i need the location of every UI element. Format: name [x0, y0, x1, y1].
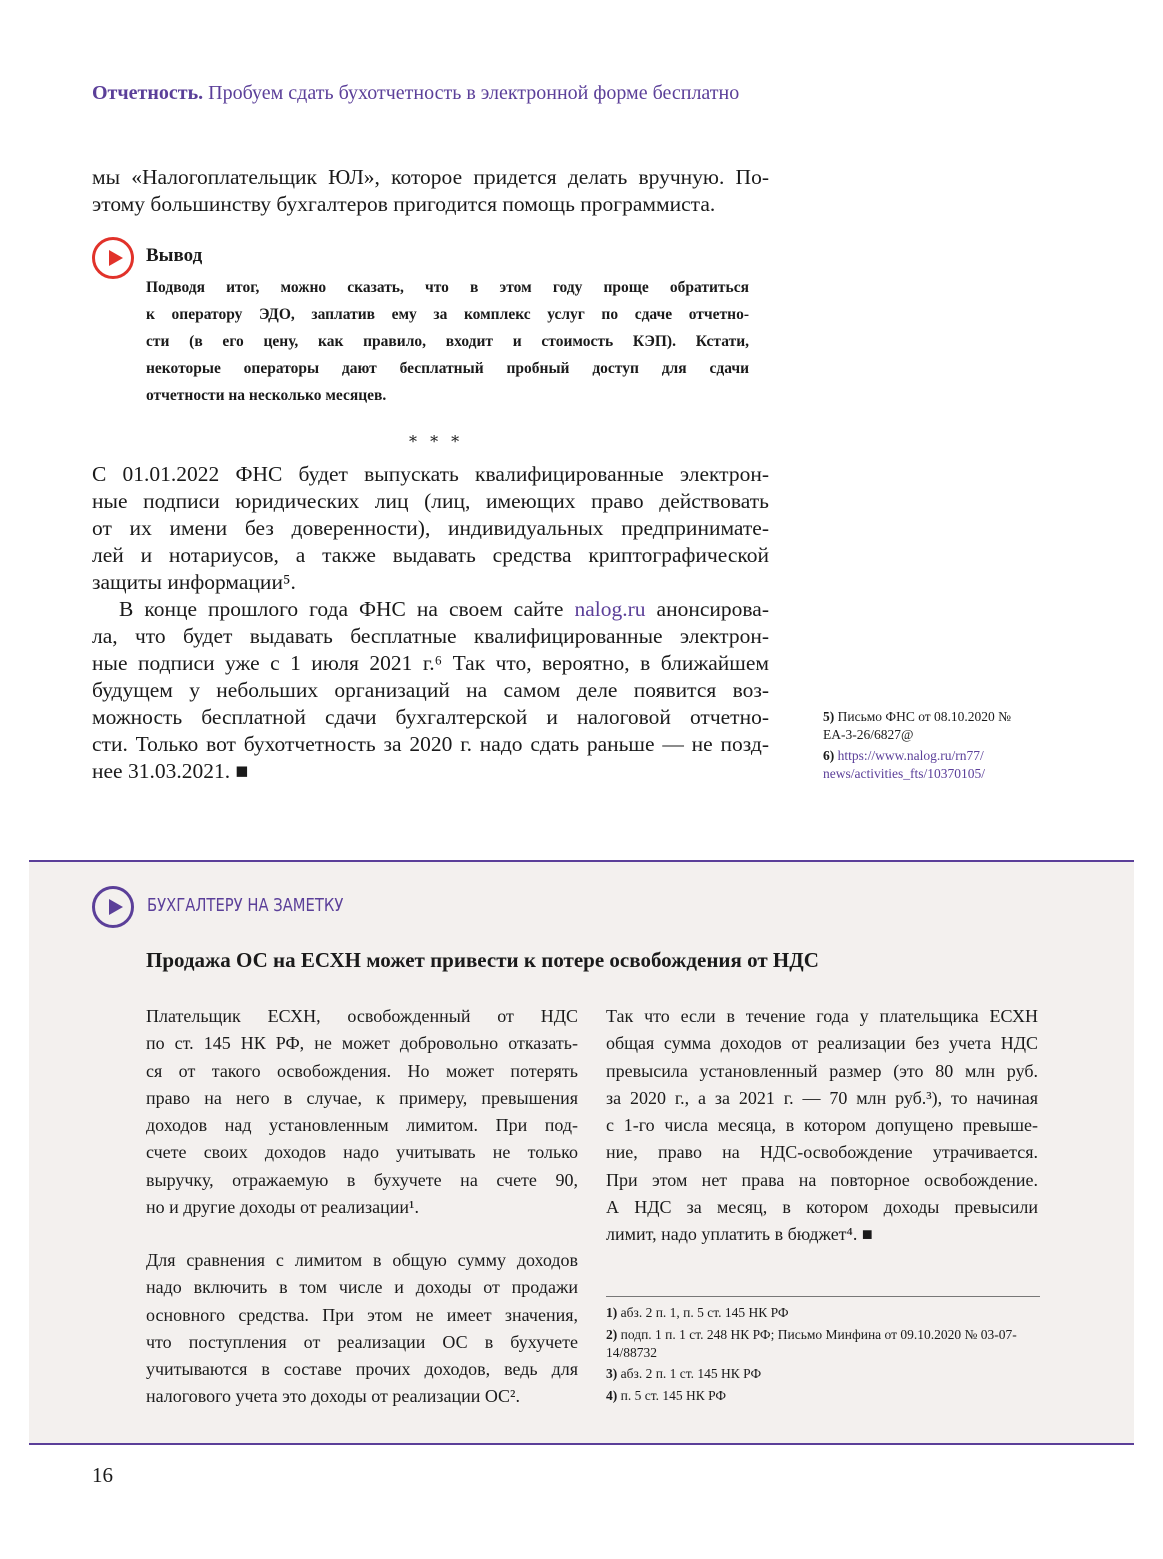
footnote-divider: [606, 1296, 1040, 1297]
text-line: Подводя итог, можно сказать, что в этом году проще обратиться: [146, 279, 749, 296]
conclusion-title: Вывод: [146, 245, 203, 266]
footnote-text: п. 5 ст. 145 НК РФ: [620, 1387, 727, 1403]
note-left-paragraph-1: [146, 1003, 578, 1221]
text-line: защиты информации⁵.: [92, 570, 296, 594]
note-heading: Продажа ОС на ЕСХН может привести к потере освобождения от НДС: [146, 948, 819, 972]
note-right-paragraph: [606, 1003, 1038, 1249]
nalog-link[interactable]: nalog.ru: [574, 597, 646, 621]
text-line: этому большинству бухгалтеров пригодится помощь программиста.: [92, 192, 716, 216]
footnote-text: абз. 2 п. 1 ст. 145 НК РФ: [620, 1366, 762, 1381]
header-section: Отчетность.: [92, 82, 204, 104]
text-line: за 2020 г., а за 2021 г. — 70 млн руб.³), то начиная: [606, 1087, 1038, 1108]
sidenotes: [823, 708, 1043, 786]
text-line: но и другие доходы от реализации¹.: [146, 1197, 419, 1218]
text-line: А НДС за месяц, в котором доходы превысили: [606, 1197, 1038, 1218]
text-line: лей и нотариусов, а также выдавать средства криптографической: [92, 543, 769, 567]
text: В конце прошлого года ФНС на своем сайте: [119, 597, 575, 621]
text-line: от их имени без доверенности), индивидуальных предпринимате-: [92, 516, 769, 540]
footnote-2: [606, 1326, 1026, 1362]
sidenote-5: [823, 708, 1043, 744]
text-line: ние, право на НДС-освобождение утрачивается.: [606, 1142, 1038, 1163]
text-line: налогового учета это доходы от реализации ОС².: [146, 1386, 520, 1407]
note-footnotes: [606, 1304, 1046, 1408]
page-number: 16: [92, 1463, 113, 1487]
text: анонсирова-: [645, 597, 769, 621]
text-line: что поступления от реализации ОС в бухучете: [146, 1331, 578, 1352]
sidenote-text: Письмо ФНС от 08.10.2020 № ЕА-3-26/6827@: [823, 709, 1012, 742]
footnote-number: 2): [606, 1326, 618, 1342]
sidenote-6: [823, 747, 1043, 783]
text-line: право на него в случае, к примеру, превышения: [146, 1087, 578, 1108]
text-line: к оператору ЭДО, заплатив ему за комплекс услуг по сдаче отчетно-: [146, 306, 749, 323]
text-line: ся от такого освобождения. Но может потерять: [146, 1060, 578, 1081]
text-line: по ст. 145 НК РФ, не может добровольно отказать-: [146, 1033, 578, 1054]
text-line: сти (в его цену, как правило, входит и стоимость КЭП). Кстати,: [146, 333, 749, 350]
text-line: Так что если в течение года у плательщика ЕСХН: [606, 1006, 1038, 1026]
footnote-text: абз. 2 п. 1, п. 5 ст. 145 НК РФ: [620, 1305, 789, 1320]
text-line: надо включить в том числе и доходы от продажи: [146, 1277, 578, 1298]
text-line: ные подписи уже с 1 июля 2021 г.⁶ Так что, вероятно, в ближайшем: [92, 651, 769, 675]
paragraph-1: [92, 461, 769, 596]
play-circle-icon: [92, 237, 134, 279]
text-line: основного средства. При этом не имеет значения,: [146, 1304, 578, 1325]
sidenote-number: 5): [823, 709, 835, 724]
footnote-text: подп. 1 п. 1 ст. 248 НК РФ; Письмо Минфина от 09.10.2020 № 03-07-14/88732: [606, 1326, 1017, 1360]
text-line: можность бесплатной сдачи бухгалтерской и налоговой отчетно-: [92, 705, 769, 729]
footnote-3: [606, 1365, 1046, 1383]
text-line: будущем у небольших организаций на самом деле появится воз-: [92, 678, 769, 702]
footnote-number: 4): [606, 1387, 618, 1403]
text-line: При этом нет права на повторное освобождение.: [606, 1169, 1038, 1190]
text-line: счете своих доходов надо учитывать не только: [146, 1142, 578, 1163]
footnote-1: [606, 1304, 1046, 1322]
text-line: Плательщик ЕСХН, освобожденный от НДС: [146, 1006, 578, 1026]
text-line: некоторые операторы дают бесплатный пробный доступ для сдачи: [146, 360, 749, 377]
intro-paragraph: [92, 164, 769, 218]
conclusion-text: [146, 274, 749, 409]
text-line: учитываются в составе прочих доходов, ведь для: [146, 1359, 578, 1380]
text-line: нее 31.03.2021. ■: [92, 759, 249, 783]
text-line: мы «Налогоплательщик ЮЛ», которое придется делать вручную. По-: [92, 165, 769, 189]
note-label: БУХГАЛТЕРУ НА ЗАМЕТКУ: [147, 895, 344, 916]
text-line: ла, что будет выдавать бесплатные квалифицированные электрон-: [92, 624, 769, 648]
paragraph-2-rest: [92, 623, 769, 785]
text-line: ные подписи юридических лиц (лиц, имеющих право действовать: [92, 489, 769, 513]
text-line: с 1-го числа месяца, в котором допущено превыше-: [606, 1115, 1038, 1136]
text-line: общая сумма доходов от реализации без учета НДС: [606, 1033, 1038, 1054]
text-line: С 01.01.2022 ФНС будет выпускать квалифицированные электрон-: [92, 462, 769, 486]
text-line: отчетности на несколько месяцев.: [146, 387, 387, 404]
footnote-number: 3): [606, 1366, 618, 1381]
section-separator: * * *: [409, 432, 464, 451]
play-circle-icon: [92, 886, 134, 928]
running-header: [92, 82, 739, 105]
footnote-4: [606, 1387, 1046, 1405]
header-title: Пробуем сдать бухотчетность в электронной форме бесплатно: [208, 82, 740, 104]
text-line: превысила установленный размер (это 80 млн руб.: [606, 1060, 1038, 1081]
footnote-number: 1): [606, 1305, 618, 1320]
text-line: лимит, надо уплатить в бюджет⁴. ■: [606, 1224, 873, 1245]
text-line: Для сравнения с лимитом в общую сумму доходов: [146, 1250, 578, 1270]
sidenote-number: 6): [823, 748, 835, 763]
text-line: сти. Только вот бухотчетность за 2020 г. надо сдать раньше — не позд-: [92, 732, 769, 756]
text-line: доходов над установленным лимитом. При под-: [146, 1115, 578, 1136]
text-line: выручку, отражаемую в бухучете на счете 90,: [146, 1169, 578, 1190]
paragraph-2-line: [92, 596, 769, 623]
sidenote-link[interactable]: https://www.nalog.ru/rn77/ news/activities_fts/10370105/: [823, 748, 985, 781]
paragraph-2: [92, 596, 769, 785]
note-left-paragraph-2: [146, 1247, 578, 1411]
